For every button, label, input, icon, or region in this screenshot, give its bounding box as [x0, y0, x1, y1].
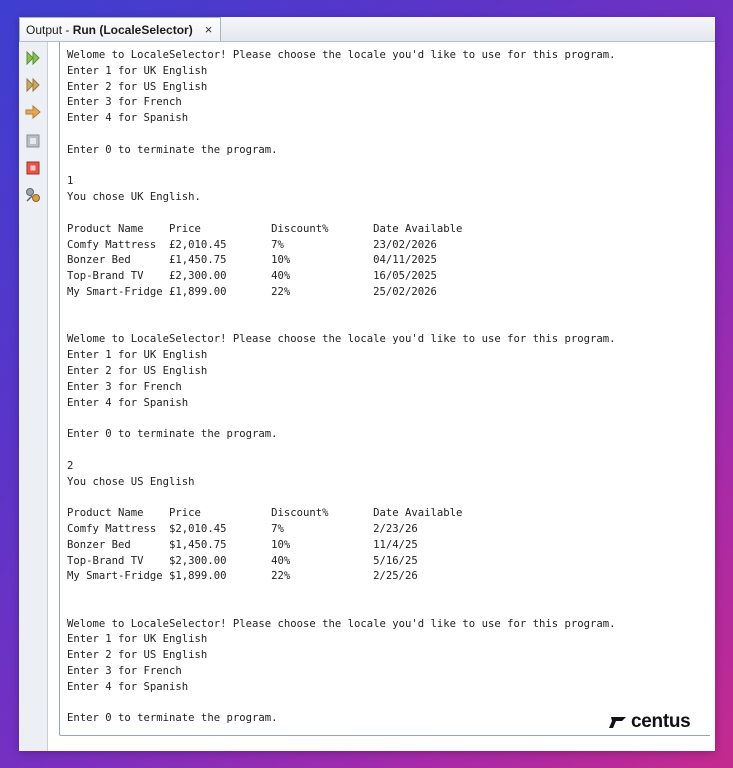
- console-line: Bonzer Bed $1,450.75 10% 11/4/25: [67, 538, 418, 551]
- console-line: Enter 2 for US English: [67, 364, 208, 377]
- console-line: My Smart-Fridge $1,899.00 22% 2/25/26: [67, 570, 418, 583]
- output-toolbar: [19, 42, 48, 751]
- console-line: Enter 0 to terminate the program.: [67, 712, 278, 725]
- console-line: Bonzer Bed £1,450.75 10% 04/11/2025: [67, 254, 437, 267]
- console-line: Welome to LocaleSelector! Please choose the locale you'd like to use for this program.: [67, 333, 616, 346]
- centus-logo-mark-icon: [609, 715, 627, 729]
- console-line: Welome to LocaleSelector! Please choose the locale you'd like to use for this program.: [67, 617, 616, 630]
- console-line: 1: [67, 175, 74, 188]
- rerun-with-options-icon[interactable]: [23, 75, 43, 95]
- console-text: [67, 48, 707, 727]
- console-line: Enter 3 for French: [67, 380, 182, 393]
- console-line: Comfy Mattress £2,010.45 7% 23/02/2026: [67, 238, 437, 251]
- console-line: Enter 4 for Spanish: [67, 680, 189, 693]
- settings-icon[interactable]: [23, 185, 43, 205]
- console-line: Welome to LocaleSelector! Please choose the locale you'd like to use for this program.: [67, 49, 616, 61]
- console-line: Top-Brand TV £2,300.00 40% 16/05/2025: [67, 270, 437, 283]
- console-line: Enter 4 for Spanish: [67, 112, 189, 125]
- centus-logo: [609, 711, 690, 733]
- rerun-icon[interactable]: [23, 48, 43, 68]
- console-line: Enter 2 for US English: [67, 80, 208, 93]
- console-line: Comfy Mattress $2,010.45 7% 2/23/26: [67, 522, 418, 535]
- tab-title: Output - Run (LocaleSelector): [26, 22, 193, 37]
- console-line: Enter 1 for UK English: [67, 349, 208, 362]
- console-line: Enter 4 for Spanish: [67, 396, 189, 409]
- console-line: Enter 3 for French: [67, 665, 182, 678]
- tab-bar: [19, 17, 715, 42]
- tab-output-run[interactable]: [19, 17, 221, 41]
- stop-icon[interactable]: [23, 158, 43, 178]
- continue-arrow-icon[interactable]: [23, 102, 43, 122]
- logo-text: centus: [631, 711, 691, 732]
- output-window: [19, 17, 715, 751]
- console-line: Enter 1 for UK English: [67, 633, 208, 646]
- console-output[interactable]: [59, 42, 710, 736]
- console-line: Enter 0 to terminate the program.: [67, 143, 278, 156]
- console-line: Enter 3 for French: [67, 96, 182, 109]
- console-line: Product Name Price Discount% Date Available: [67, 507, 463, 520]
- console-line: You chose UK English.: [67, 191, 201, 204]
- console-line: Enter 0 to terminate the program.: [67, 428, 278, 441]
- console-line: Enter 1 for UK English: [67, 64, 208, 77]
- close-icon[interactable]: ×: [204, 22, 213, 37]
- console-line: Top-Brand TV $2,300.00 40% 5/16/25: [67, 554, 418, 567]
- stop-disabled-icon[interactable]: [23, 131, 43, 151]
- console-line: Product Name Price Discount% Date Available: [67, 222, 463, 235]
- console-line: My Smart-Fridge £1,899.00 22% 25/02/2026: [67, 285, 437, 298]
- console-line: You chose US English: [67, 475, 195, 488]
- console-line: 2: [67, 459, 74, 472]
- console-line: Enter 2 for US English: [67, 649, 208, 662]
